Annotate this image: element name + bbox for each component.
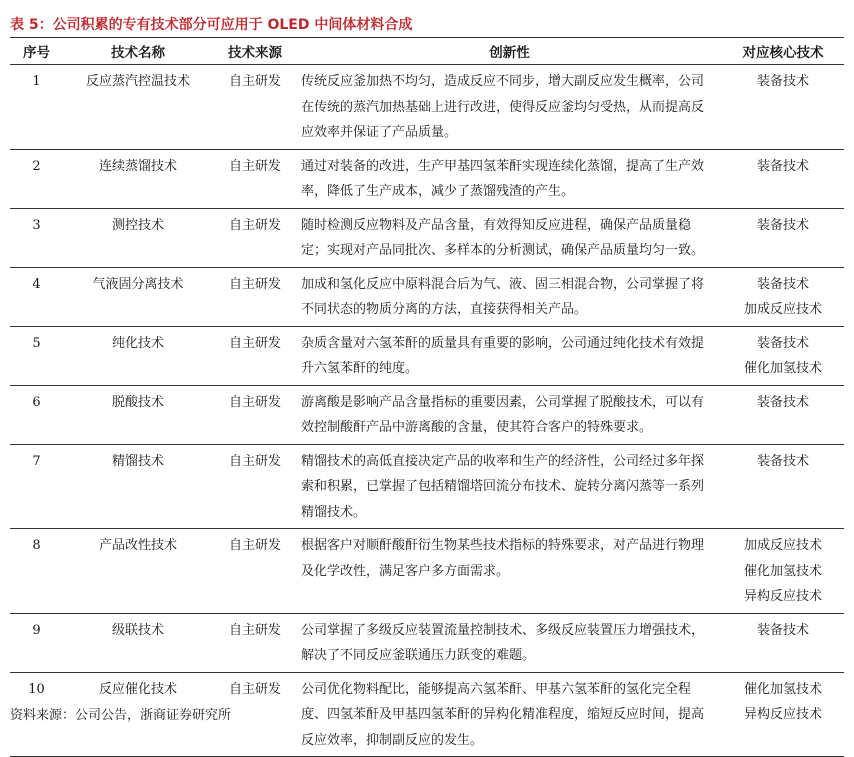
core-tech-cell — [722, 149, 844, 208]
tech-name-cell: 级联技术 — [63, 613, 213, 672]
core-tech-cell — [722, 444, 844, 529]
tech-name-cell: 反应蒸汽控温技术 — [63, 65, 213, 150]
tech-source-cell: 自主研发 — [213, 326, 297, 385]
tech-source-cell: 自主研发 — [213, 613, 297, 672]
table-row — [10, 529, 844, 614]
core-tech-item: 异构反应技术 — [743, 589, 822, 604]
row-number: 6 — [10, 385, 63, 444]
tech-source-cell: 自主研发 — [213, 267, 297, 326]
core-tech-cell — [722, 385, 844, 444]
technology-table — [10, 37, 844, 757]
table-row — [10, 326, 844, 385]
core-tech-cell — [722, 672, 844, 757]
core-tech-item: 异构反应技术 — [743, 707, 822, 722]
innovation-cell: 通过对装备的改进，生产甲基四氢苯酐实现连续化蒸馏，提高了生产效率，降低了生产成本，减少了蒸馏残渣的产生。 — [297, 149, 722, 208]
table-row — [10, 444, 844, 529]
table-row — [10, 149, 844, 208]
core-tech-item: 催化加氢技术 — [743, 681, 822, 697]
tech-source-cell: 自主研发 — [213, 385, 297, 444]
tech-source-cell: 自主研发 — [213, 529, 297, 614]
table-row — [10, 613, 844, 672]
tech-source-cell: 自主研发 — [213, 65, 297, 150]
core-tech-item: 加成反应技术 — [743, 302, 822, 317]
core-tech-item: 装备技术 — [756, 622, 809, 638]
core-tech-item: 装备技术 — [756, 158, 809, 174]
core-tech-item: 装备技术 — [756, 335, 809, 351]
innovation-cell: 根据客户对顺酐酸酐衍生物某些技术指标的特殊要求，对产品进行物理及化学改性，满足客户多方面需求。 — [297, 529, 722, 614]
header-row — [10, 38, 844, 65]
tech-name-cell: 纯化技术 — [63, 326, 213, 385]
innovation-cell: 随时检测反应物料及产品含量，有效得知反应进程，确保产品质量稳定；实现对产品同批次、多样本的分析测试，确保产品质量均匀一致。 — [297, 208, 722, 267]
row-number: 1 — [10, 65, 63, 150]
core-tech-item: 装备技术 — [756, 74, 809, 89]
header-tech-source: 技术来源 — [213, 38, 297, 65]
table-row — [10, 65, 844, 150]
core-tech-item: 加成反应技术 — [743, 538, 822, 553]
innovation-cell: 游离酸是影响产品含量指标的重要因素，公司掌握了脱酸技术，可以有效控制酸酐产品中游离酸的含量，使其符合客户的特殊要求。 — [297, 385, 722, 444]
row-number: 7 — [10, 444, 63, 529]
innovation-cell: 杂质含量对六氢苯酐的质量具有重要的影响，公司通过纯化技术有效提升六氢苯酐的纯度。 — [297, 326, 722, 385]
core-tech-cell — [722, 529, 844, 614]
tech-source-cell: 自主研发 — [213, 672, 297, 757]
row-number: 8 — [10, 529, 63, 614]
innovation-cell: 公司掌握了多级反应装置流量控制技术、多级反应装置压力增强技术，解决了不同反应釜联通压力跃变的难题。 — [297, 613, 722, 672]
innovation-cell: 精馏技术的高低直接决定产品的收率和生产的经济性，公司经过多年探索和积累，已掌握了包括精馏塔回流分布技术、旋转分离闪蒸等一系列精馏技术。 — [297, 444, 722, 529]
row-number: 4 — [10, 267, 63, 326]
table-title: 表 5：公司积累的专有技术部分可应用于 OLED 中间体材料合成 — [10, 17, 413, 33]
table-row — [10, 208, 844, 267]
core-tech-cell — [722, 65, 844, 150]
tech-name-cell: 连续蒸馏技术 — [63, 149, 213, 208]
tech-source-cell: 自主研发 — [213, 149, 297, 208]
innovation-cell: 传统反应釜加热不均匀，造成反应不同步，增大副反应发生概率，公司在传统的蒸汽加热基础上进行改进，使得反应釜均匀受热，从而提高反应效率并保证了产品质量。 — [297, 65, 722, 150]
row-number: 10 — [10, 672, 63, 757]
tech-source-cell: 自主研发 — [213, 208, 297, 267]
core-tech-item: 装备技术 — [756, 276, 809, 292]
tech-name-cell: 气液固分离技术 — [63, 267, 213, 326]
core-tech-cell — [722, 267, 844, 326]
row-number: 5 — [10, 326, 63, 385]
innovation-cell: 加成和氢化反应中原料混合后为气、液、固三相混合物，公司掌握了将不同状态的物质分离的方法，直接获得相关产品。 — [297, 267, 722, 326]
row-number: 2 — [10, 149, 63, 208]
core-tech-cell — [722, 326, 844, 385]
core-tech-item: 催化加氢技术 — [743, 361, 822, 376]
tech-source-cell: 自主研发 — [213, 444, 297, 529]
core-tech-cell — [722, 208, 844, 267]
core-tech-item: 装备技术 — [756, 217, 809, 233]
core-tech-item: 催化加氢技术 — [743, 563, 822, 579]
tech-name-cell: 产品改性技术 — [63, 529, 213, 614]
core-tech-item: 装备技术 — [756, 453, 809, 469]
header-no: 序号 — [10, 38, 63, 65]
source-note: 资料来源：公司公告，浙商证券研究所 — [10, 708, 232, 723]
header-core-tech: 对应核心技术 — [722, 38, 844, 65]
tech-name-cell: 测控技术 — [63, 208, 213, 267]
table-row — [10, 385, 844, 444]
table-row — [10, 267, 844, 326]
header-tech-name: 技术名称 — [63, 38, 213, 65]
tech-name-cell: 精馏技术 — [63, 444, 213, 529]
innovation-cell: 公司优化物料配比，能够提高六氢苯酐、甲基六氢苯酐的氢化完全程度、四氢苯酐及甲基四氢苯酐的异构化精准程度，缩短反应时间，提高反应效率，抑制副反应的发生。 — [297, 672, 722, 757]
row-number: 3 — [10, 208, 63, 267]
core-tech-item: 装备技术 — [756, 394, 809, 410]
header-innovation: 创新性 — [297, 38, 722, 65]
core-tech-cell — [722, 613, 844, 672]
row-number: 9 — [10, 613, 63, 672]
tech-name-cell: 脱酸技术 — [63, 385, 213, 444]
tech-name-cell: 反应催化技术 — [63, 672, 213, 757]
